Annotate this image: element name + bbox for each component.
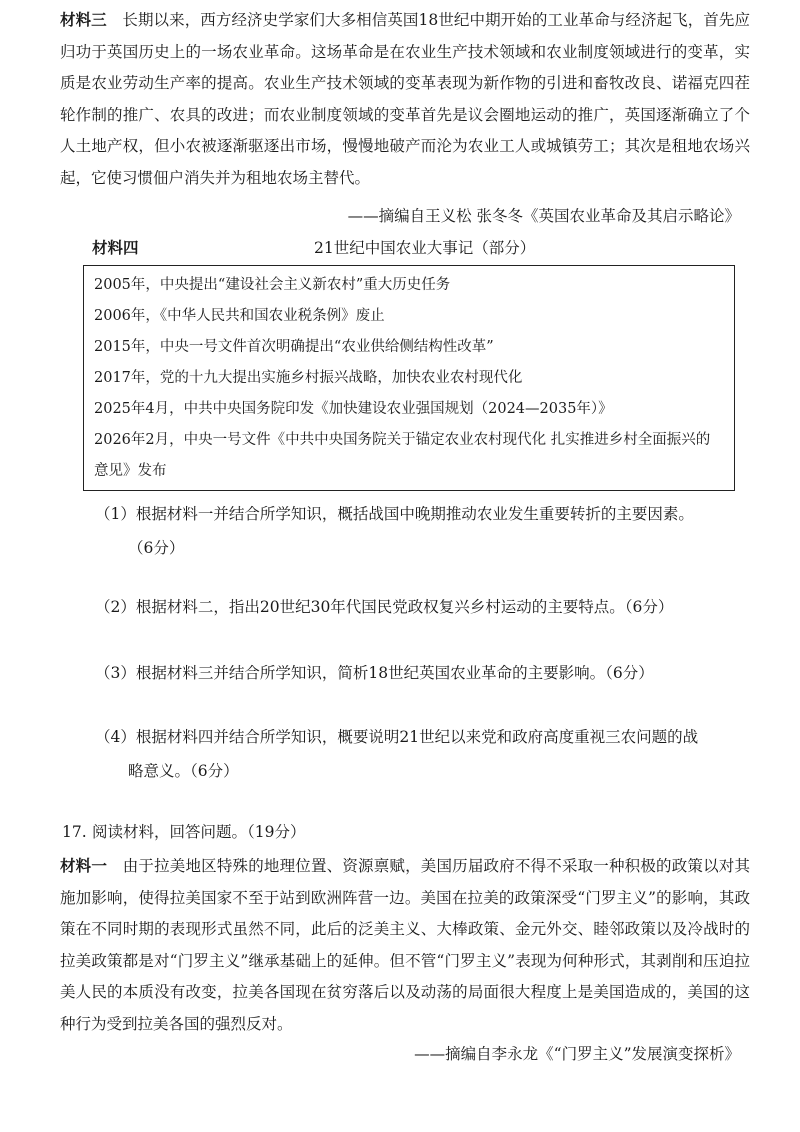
section-17-header <box>62 820 305 842</box>
question-2 <box>95 590 755 624</box>
material4-title: 21世纪中国农业大事记（部分） <box>314 239 536 257</box>
section17-material1-paragraph <box>60 851 750 1040</box>
event-item: 2015年，中央一号文件首次明确提出“农业供给侧结构性改革” <box>94 339 494 355</box>
material3-text: 长期以来，西方经济史学家们大多相信英国18世纪中期开始的工业革命与经济起飞，首先应归功于英国历史上的一场农业革命。这场革命是在农业生产技术领域和农业制度领域进行的变革，实质是农业劳动生产率的提高。农业生产技术领域的变革表现为新作物的引进和畜牧改良、诺福克四茬轮作制的推广、农具的改进；而农业制度领域的变革首先是议会圈地运动的推广，英国逐渐确立了个人土地产权，但小农被逐渐驱逐出市场，慢慢地破产而沦为农业工人或城镇劳工；其次是租地农场兴起，它使习惯佃户消失并为租地农场主替代。 <box>60 11 750 187</box>
event-item: 2005年，中央提出“建设社会主义新农村”重大历史任务 <box>94 277 451 293</box>
section17-material1-source: ——摘编自李永龙《“门罗主义”发展演变探析》 <box>414 1045 740 1063</box>
material4-events-box <box>83 265 735 491</box>
question-1-score: （6分） <box>128 539 185 557</box>
material3-label: 材料三 <box>60 11 107 29</box>
event-item: 2017年，党的十九大提出实施乡村振兴战略，加快农业农村现代化 <box>94 370 523 386</box>
question-3-text: （3）根据材料三并结合所学知识，简析18世纪英国农业革命的主要影响。（6分） <box>95 664 654 682</box>
question-1 <box>95 497 755 565</box>
question-4 <box>95 720 755 788</box>
event-item: 2006年，《中华人民共和国农业税条例》废止 <box>94 308 385 324</box>
material4-label: 材料四 <box>92 239 139 257</box>
event-item: 2026年2月，中央一号文件《中共中央国务院关于锚定农业农村现代化 扎实推进乡村全面振兴的意见》发布 <box>94 432 711 479</box>
question-1-text: （1）根据材料一并结合所学知识，概括战国中晚期推动农业发生重要转折的主要因素。 <box>95 505 694 523</box>
event-item: 2025年4月，中共中央国务院印发《加快建设农业强国规划（2024—2035年）》 <box>94 401 613 417</box>
question-4-score: 略意义。（6分） <box>128 762 239 780</box>
material4-header <box>92 236 732 260</box>
section-17-number: 17. <box>62 823 87 841</box>
material3-paragraph <box>60 5 750 194</box>
material3-source: ——摘编自王义松 张冬冬《英国农业革命及其启示略论》 <box>347 207 740 225</box>
question-2-text: （2）根据材料二，指出20世纪30年代国民党政权复兴乡村运动的主要特点。（6分） <box>95 598 674 616</box>
question-4-text: （4）根据材料四并结合所学知识，概要说明21世纪以来党和政府高度重视三农问题的战 <box>95 728 699 746</box>
question-3 <box>95 656 755 690</box>
section17-material1-text: 由于拉美地区特殊的地理位置、资源禀赋，美国历届政府不得不采取一种积极的政策以对其施加影响，使得拉美国家不至于站到欧洲阵营一边。美国在拉美的政策深受“门罗主义”的影响，其政策在不同时期的表现形式虽然不同，此后的泛美主义、大棒政策、金元外交、睦邻政策以及冷战时的拉美政策都是对“门罗主义”继承基础上的延伸。但不管“门罗主义”表现为何种形式，其剥削和压迫拉美人民的本质没有改变，拉美各国现在贫穷落后以及动荡的局面很大程度上是美国造成的，美国的这种行为受到拉美各国的强烈反对。 <box>60 857 750 1033</box>
section-17-prompt: 阅读材料，回答问题。（19分） <box>92 823 306 841</box>
section17-material1-label: 材料一 <box>60 857 108 875</box>
